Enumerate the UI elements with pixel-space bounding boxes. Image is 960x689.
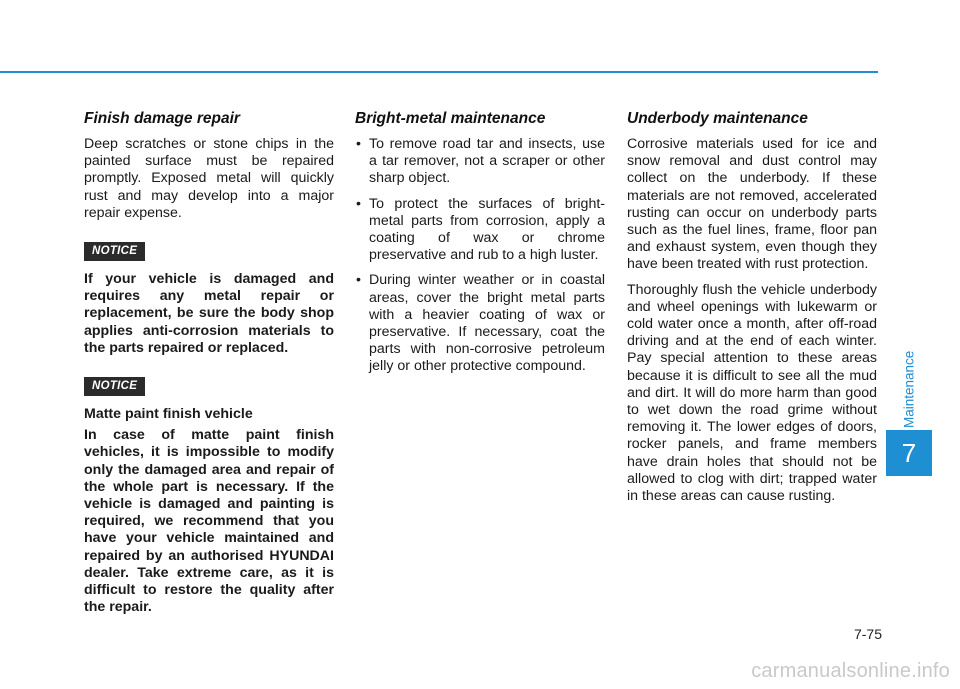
section-heading-bright-metal: Bright-metal maintenance bbox=[355, 110, 546, 127]
underbody-paragraph-1: Corrosive materials used for ice and snow removal and dust control may collect on the underbody. If these materials are not removed, accelerated rusting can occur on underbody parts such as the fuel lines, frame, floor pan and exhaust system, even though they have been treated with rust protection. bbox=[627, 136, 877, 273]
list-item: • To protect the surfaces of bright-metal parts from corrosion, apply a coating of wax or chrome preservative and rub to a high luster. bbox=[356, 195, 605, 264]
notice-badge: NOTICE bbox=[84, 242, 145, 261]
notice-title-matte-paint: Matte paint finish vehicle bbox=[84, 406, 253, 423]
section-heading-underbody: Underbody maintenance bbox=[627, 110, 808, 127]
finish-damage-intro: Deep scratches or stone chips in the painted surface must be repaired promptly. Exposed metal will quickly rust and may develop into a major repair expense. bbox=[84, 136, 334, 221]
section-heading-finish-damage: Finish damage repair bbox=[84, 110, 240, 127]
notice-text-matte-paint: In case of matte paint finish vehicles, it is impossible to modify only the damaged area and repair of the whole part is necessary. If the vehicle is damaged and painting is required, we recommend that you have your vehicle maintained and repaired by an authorised HYUNDAI dealer. Take extreme care, as it is difficult to restore the quality after the repair. bbox=[84, 427, 334, 616]
bullet-icon: • bbox=[356, 195, 361, 212]
underbody-paragraph-2: Thoroughly flush the vehicle underbody and wheel openings with lukewarm or cold water once a month, after off-road driving and at the end of each winter. Pay special attention to these areas because it is difficult to see all the mud and dirt. It will do more harm than good to wet down the road grime without removing it. The lower edges of doors, rocker panels, and frame members have drain holes that should not be allowed to clog with dirt; trapped water in these areas can cause rusting. bbox=[627, 281, 877, 505]
bullet-icon: • bbox=[356, 136, 361, 152]
bright-metal-list bbox=[355, 136, 605, 376]
column-finish-damage bbox=[84, 108, 334, 624]
column-underbody bbox=[627, 108, 877, 513]
section-side-label: Maintenance bbox=[901, 350, 917, 428]
column-bright-metal bbox=[355, 108, 605, 384]
page-number: 7-75 bbox=[853, 626, 882, 642]
list-item: • During winter weather or in coastal areas, cover the bright metal parts with a heavier coating of wax or preservative. If necessary, coat the parts with non-corrosive petroleum jelly or other protective compound. bbox=[356, 272, 605, 375]
list-item: • To remove road tar and insects, use a tar remover, not a scraper or other sharp object. bbox=[356, 136, 605, 187]
header-rule bbox=[0, 71, 878, 73]
notice-text-anti-corrosion: If your vehicle is damaged and requires any metal repair or replacement, be sure the body shop applies anti-corrosion materials to the parts repaired or replaced. bbox=[84, 271, 334, 356]
watermark: carmanualsonline.info bbox=[751, 660, 950, 682]
notice-badge: NOTICE bbox=[84, 377, 145, 396]
chapter-tab: 7 bbox=[886, 430, 932, 476]
bullet-icon: • bbox=[356, 272, 361, 289]
